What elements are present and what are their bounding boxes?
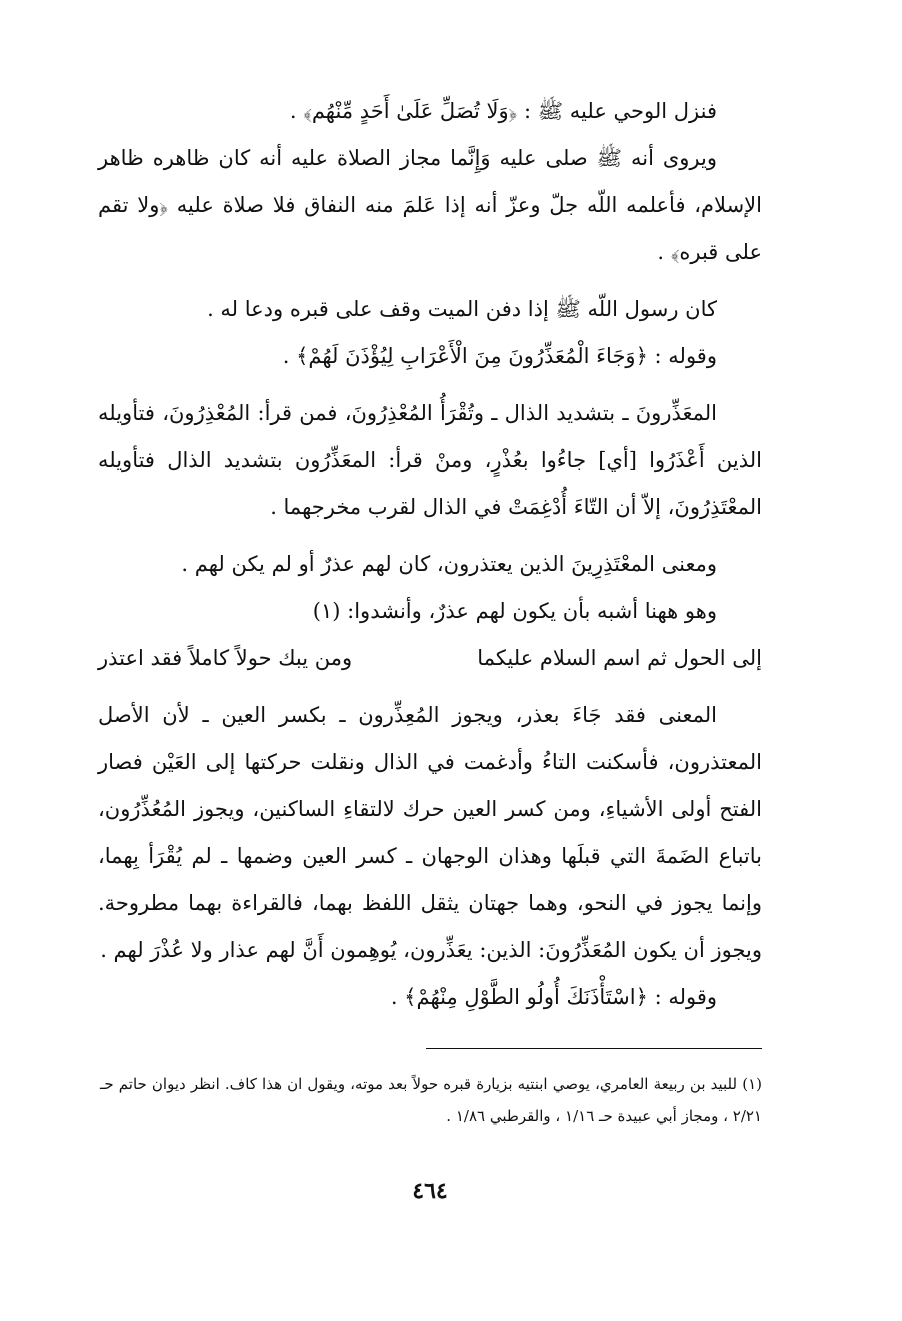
footnote: (١) للبيد بن ربيعة العامري، يوصي ابنتيه بزيارة قبره حولاً بعد موته، ويقول ان هذا كاف. انظر ديوان حاتم حـ ٢/٢١ ، ومجاز أبي عبيدة حـ ١/١٦ ، والقرطبي ١/٨٦ . bbox=[100, 1075, 762, 1125]
footnote-separator bbox=[426, 1048, 762, 1049]
paragraph: ومعنى المعْتَذِرِينَ الذين يعتذرون، كان لهم عذرٌ أو لم يكن لهم . bbox=[181, 552, 717, 576]
paragraph: كان رسول اللّه ﷺ إذا دفن الميت وقف على قبره ودعا له . bbox=[207, 297, 717, 321]
verse-first-hemistich: إلى الحول ثم اسم السلام عليكما bbox=[477, 646, 762, 670]
paragraph: وهو ههنا أشبه بأن يكون لهم عذرٌ، وأنشدوا: (١) bbox=[312, 599, 717, 623]
verse-second-hemistich: ومن يبك حولاً كاملاً فقد اعتذر bbox=[98, 646, 353, 670]
paragraph: ويروى أنه ﷺ صلى عليه وَإِنَّما مجاز الصلاة عليه أنه كان ظاهره ظاهر الإسلام، فأعلمه اللّه جلّ وعزّ أنه إذا عَلمَ منه النفاق فلا صلاة عليه ﴿ولا تقم على قبره﴾ . bbox=[98, 146, 762, 264]
paragraph: المعنى فقد جَاءَ بعذر، ويجوز المُعِذِّرون ـ بكسر العين ـ لأن الأصل المعتذرون، فأسكنت التاءُ وأدغمت في الذال ونقلت حركتها إلى العَيْن فصار الفتح أولى الأشياءِ، ومن كسر العين حرك لالتقاءِ الساكنين، ويجوز المُعُذِّرُون، باتباع الضَمةَ التي قبلَها وهذان الوجهان ـ كسر العين وضمها ـ لم يُقْرَأ بِهما، وإنما يجوز في النحو، وهما جهتان يثقل اللفظ بهما، فالقراءة بهما مطروحة. ويجوز أن يكون المُعَذِّرُونَ: الذين: يعَذِّرون، يُوهِمون أَنَّ لهم عذار ولا عُذْرَ لهم . bbox=[98, 703, 762, 962]
paragraph: فنزل الوحي عليه ﷺ : ﴿وَلَا تُصَلِّ عَلَىٰ أَحَدٍ مِّنْهُم﴾ . bbox=[289, 99, 717, 123]
paragraph: وقوله : ﴿وَجَاءَ الْمُعَذِّرُونَ مِنَ الْأَعْرَابِ لِيُؤْذَنَ لَهُمْ﴾ . bbox=[282, 344, 717, 368]
page-number: ٤٦٤ bbox=[412, 1178, 448, 1204]
poetry-verse bbox=[98, 635, 762, 682]
paragraph: وقوله : ﴿اسْتَأْذَنَكَ أُولُو الطَّوْلِ مِنْهُمْ﴾ . bbox=[390, 985, 717, 1009]
paragraph: المعَذِّرونَ ـ بتشديد الذال ـ وتُقْرَأُ المُعْذِرُونَ، فمن قرأ: المُعْذِرُونَ، فتأويله الذين أَعْذَرُوا [أي] جاءُوا بعُذْرٍ، ومنْ قرأ: المعَذِّرُون بتشديد الذال فتأويله المعْتَذِرُونَ، إلاّ أن التّاءَ أُدْغِمَتْ في الذال لقرب مخرجهما . bbox=[98, 401, 762, 519]
footnotes bbox=[100, 1068, 762, 1132]
main-text bbox=[98, 88, 762, 1021]
